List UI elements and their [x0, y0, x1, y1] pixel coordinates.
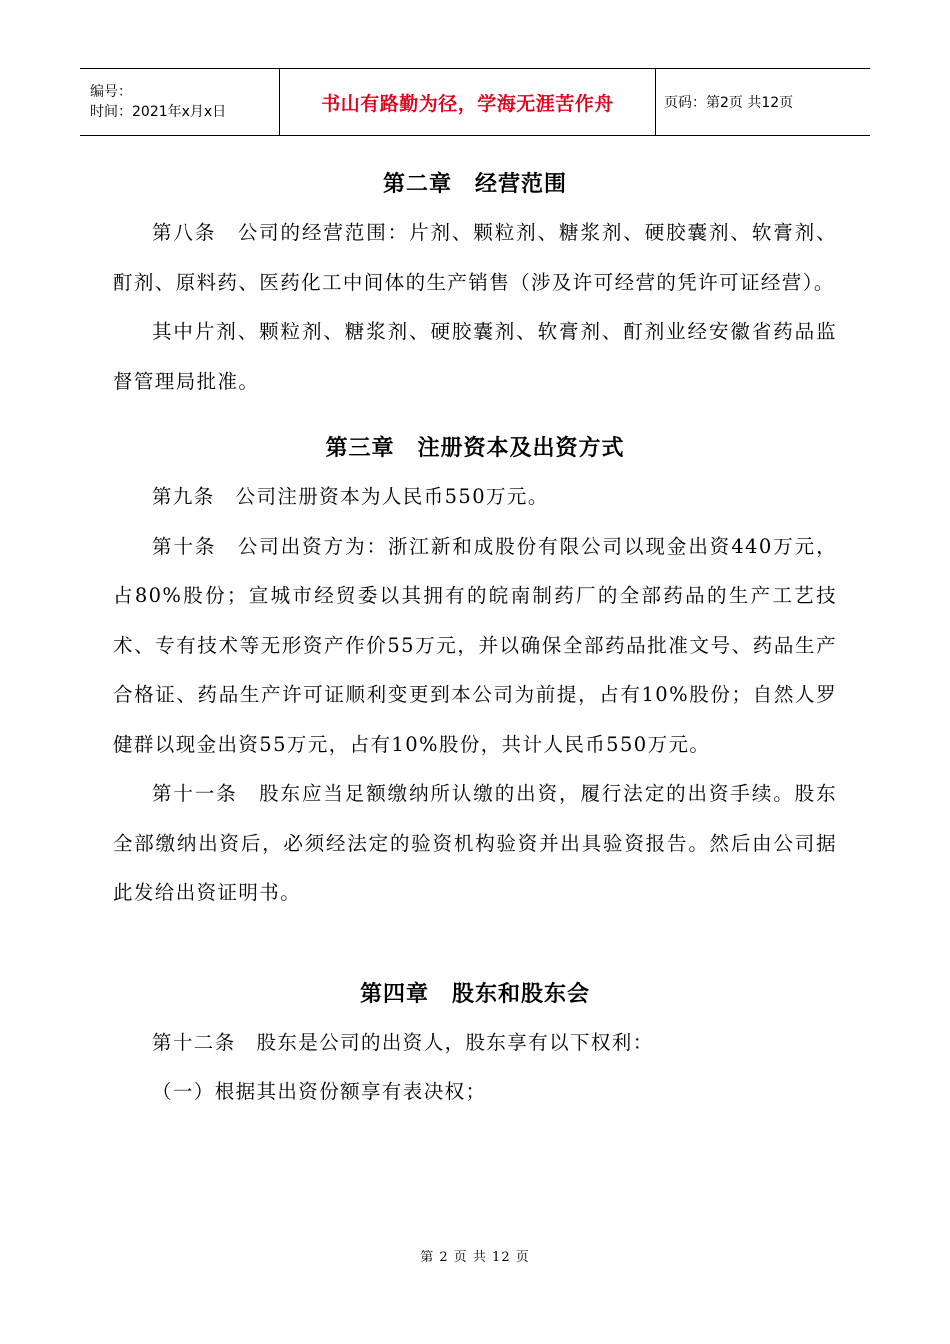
section-gap — [113, 406, 837, 424]
article-paragraph: 其中片剂、颗粒剂、糖浆剂、硬胶囊剂、软膏剂、酊剂业经安徽省药品监督管理局批准。 — [113, 320, 837, 393]
article-paragraph: 第十一条 股东应当足额缴纳所认缴的出资，履行法定的出资手续。股东全部缴纳出资后，必须经法定的验资机构验资并出具验资报告。然后由公司据此发给出资证明书。 — [113, 782, 837, 904]
header-number: 编号： — [90, 84, 132, 100]
header-meta — [80, 69, 280, 135]
chapter-title: 第四章 股东和股东会 — [359, 980, 590, 1007]
chapter-title: 第二章 经营范围 — [382, 171, 567, 197]
article-paragraph: （一）根据其出资份额享有表决权； — [152, 1080, 487, 1103]
page-footer: 第 2 页 共 12 页 — [420, 1250, 530, 1265]
chapter-title: 第三章 注册资本及出资方式 — [325, 435, 625, 461]
header-page-info: 页码：第2页 共12页 — [664, 95, 794, 111]
header-motto: 书山有路勤为径，学海无涯苦作舟 — [321, 92, 614, 115]
article-paragraph: 第九条 公司注册资本为人民币550万元。 — [152, 485, 549, 508]
page-header — [80, 68, 870, 136]
article-paragraph: 第八条 公司的经营范围：片剂、颗粒剂、糖浆剂、硬胶囊剂、软膏剂、酊剂、原料药、医药化工中间体的生产销售（涉及许可经营的凭许可证经营）。 — [113, 221, 837, 294]
section-gap — [113, 918, 837, 970]
header-motto-cell — [280, 69, 656, 135]
article-paragraph: 第十二条 股东是公司的出资人，股东享有以下权利： — [152, 1030, 654, 1054]
document-body — [113, 160, 837, 1117]
header-time: 时间：2021年x月x日 — [90, 104, 227, 120]
header-page-info-cell — [656, 69, 870, 135]
article-paragraph: 第十条 公司出资方为：浙江新和成股份有限公司以现金出资440万元，占80%股份；宣城市经贸委以其拥有的皖南制药厂的全部药品的生产工艺技术、专有技术等无形资产作价55万元，并以确保全部药品批准文号、药品生产合格证、药品生产许可证顺利变更到本公司为前提，占有10%股份；自然人罗健群以现金出资55万元，占有10%股份，共计人民币550万元。 — [113, 534, 837, 756]
